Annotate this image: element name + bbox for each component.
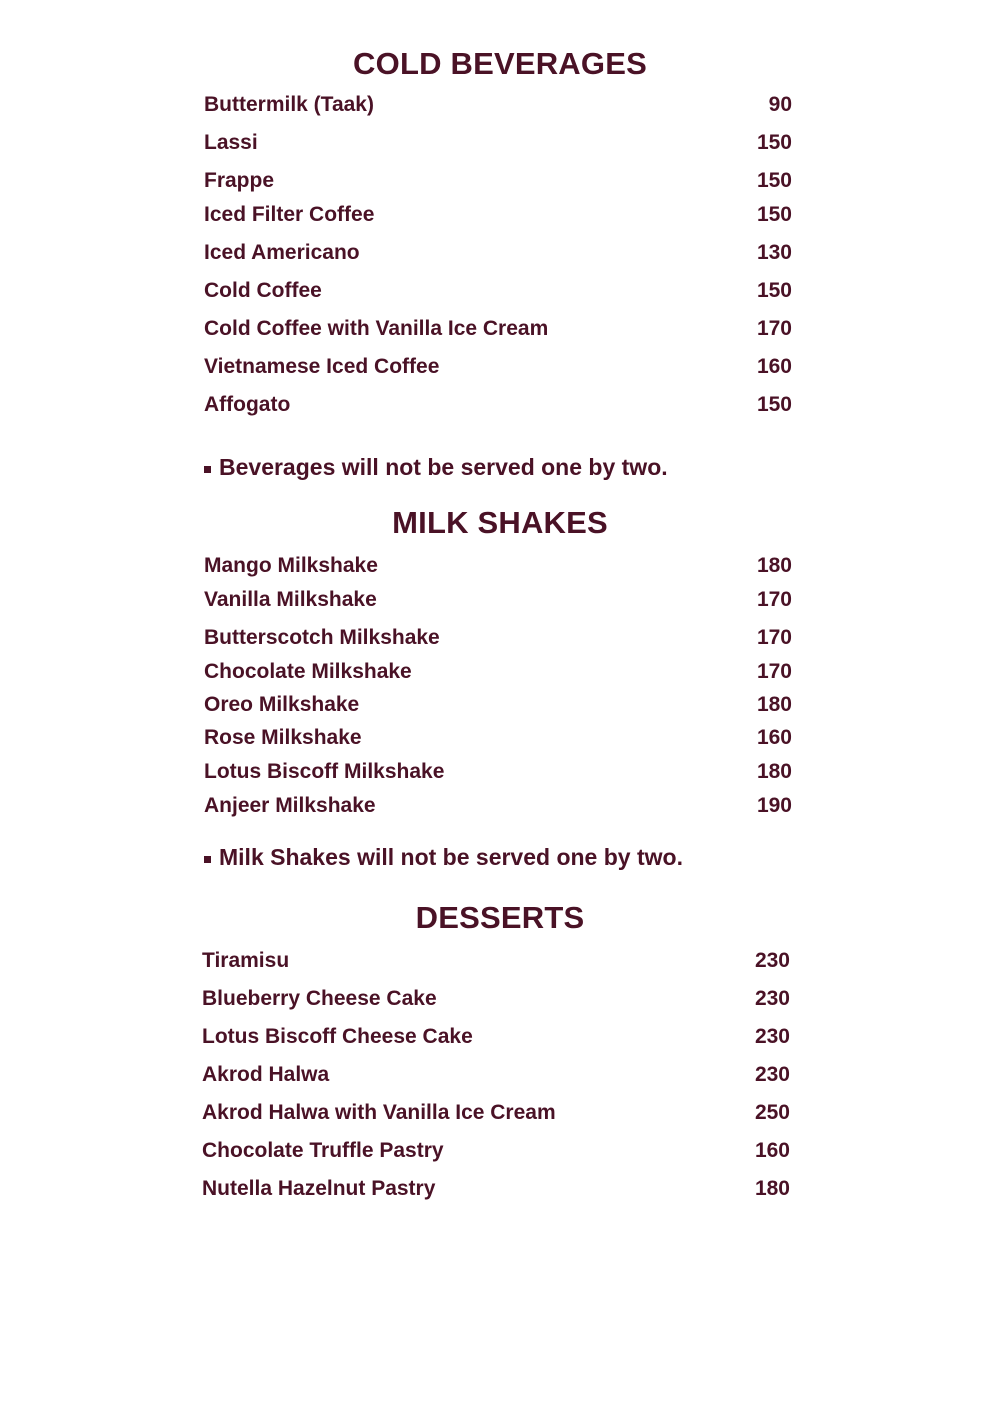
item-name: Blueberry Cheese Cake: [202, 987, 437, 1010]
menu-item: [204, 723, 792, 753]
menu-item: [204, 791, 792, 821]
item-name: Cold Coffee with Vanilla Ice Cream: [204, 317, 549, 340]
section-title-milk-shakes: MILK SHAKES: [392, 505, 608, 540]
menu-item: [202, 946, 790, 976]
item-price: 180: [754, 1177, 790, 1200]
item-name: Chocolate Truffle Pastry: [202, 1139, 444, 1162]
item-name: Akrod Halwa with Vanilla Ice Cream: [202, 1101, 556, 1124]
item-price: 180: [756, 693, 792, 716]
menu-item: [204, 166, 792, 196]
menu-item: [204, 314, 792, 344]
item-name: Buttermilk (Taak): [204, 93, 374, 116]
item-price: 90: [768, 93, 792, 116]
item-price: 150: [756, 279, 792, 302]
item-price: 170: [756, 626, 792, 649]
menu-item: [204, 276, 792, 306]
item-price: 160: [756, 726, 792, 749]
item-name: Akrod Halwa: [202, 1063, 330, 1086]
item-name: Butterscotch Milkshake: [204, 626, 440, 649]
menu-item: [202, 1136, 790, 1166]
item-price: 170: [756, 588, 792, 611]
menu-item: [204, 352, 792, 382]
item-price: 250: [754, 1101, 790, 1124]
item-name: Vietnamese Iced Coffee: [204, 355, 440, 378]
item-name: Nutella Hazelnut Pastry: [202, 1177, 436, 1200]
menu-item: [204, 757, 792, 787]
item-name: Anjeer Milkshake: [204, 794, 376, 817]
menu-item: [204, 657, 792, 687]
menu-item: [202, 1174, 790, 1204]
item-price: 180: [756, 554, 792, 577]
item-name: Iced Filter Coffee: [204, 203, 375, 226]
item-name: Lotus Biscoff Cheese Cake: [202, 1025, 473, 1048]
item-price: 150: [756, 169, 792, 192]
menu-item: [202, 984, 790, 1014]
item-name: Rose Milkshake: [204, 726, 362, 749]
item-price: 230: [754, 1025, 790, 1048]
item-price: 190: [756, 794, 792, 817]
menu-item: [204, 585, 792, 615]
menu-item: [202, 1060, 790, 1090]
item-name: Frappe: [204, 169, 275, 192]
item-price: 160: [754, 1139, 790, 1162]
section-title-cold-beverages: COLD BEVERAGES: [353, 46, 647, 81]
menu-item: [204, 238, 792, 268]
item-name: Affogato: [204, 393, 291, 416]
item-name: Oreo Milkshake: [204, 693, 360, 716]
section-title-desserts: DESSERTS: [415, 900, 585, 935]
item-price: 130: [756, 241, 792, 264]
note-text: Beverages will not be served one by two.: [219, 454, 668, 480]
item-price: 170: [756, 317, 792, 340]
item-price: 150: [756, 131, 792, 154]
menu-item: [202, 1022, 790, 1052]
item-price: 230: [754, 987, 790, 1010]
item-name: Lotus Biscoff Milkshake: [204, 760, 445, 783]
menu-item: [202, 1098, 790, 1128]
menu-item: [204, 390, 792, 420]
item-price: 170: [756, 660, 792, 683]
item-price: 160: [756, 355, 792, 378]
item-price: 230: [754, 1063, 790, 1086]
bullet-icon: [204, 466, 211, 473]
item-price: 230: [754, 949, 790, 972]
item-price: 150: [756, 393, 792, 416]
menu-item: [204, 200, 792, 230]
menu-item: [204, 623, 792, 653]
menu-item: [204, 90, 792, 120]
section-note: [204, 844, 683, 871]
item-price: 150: [756, 203, 792, 226]
item-name: Vanilla Milkshake: [204, 588, 377, 611]
item-name: Lassi: [204, 131, 258, 154]
item-name: Tiramisu: [202, 949, 290, 972]
item-name: Cold Coffee: [204, 279, 322, 302]
menu-item: [204, 551, 792, 581]
item-name: Iced Americano: [204, 241, 360, 264]
menu-item: [204, 128, 792, 158]
item-name: Chocolate Milkshake: [204, 660, 412, 683]
menu-item: [204, 690, 792, 720]
item-price: 180: [756, 760, 792, 783]
section-note: [204, 454, 668, 481]
item-name: Mango Milkshake: [204, 554, 378, 577]
note-text: Milk Shakes will not be served one by two.: [219, 844, 683, 870]
bullet-icon: [204, 856, 211, 863]
